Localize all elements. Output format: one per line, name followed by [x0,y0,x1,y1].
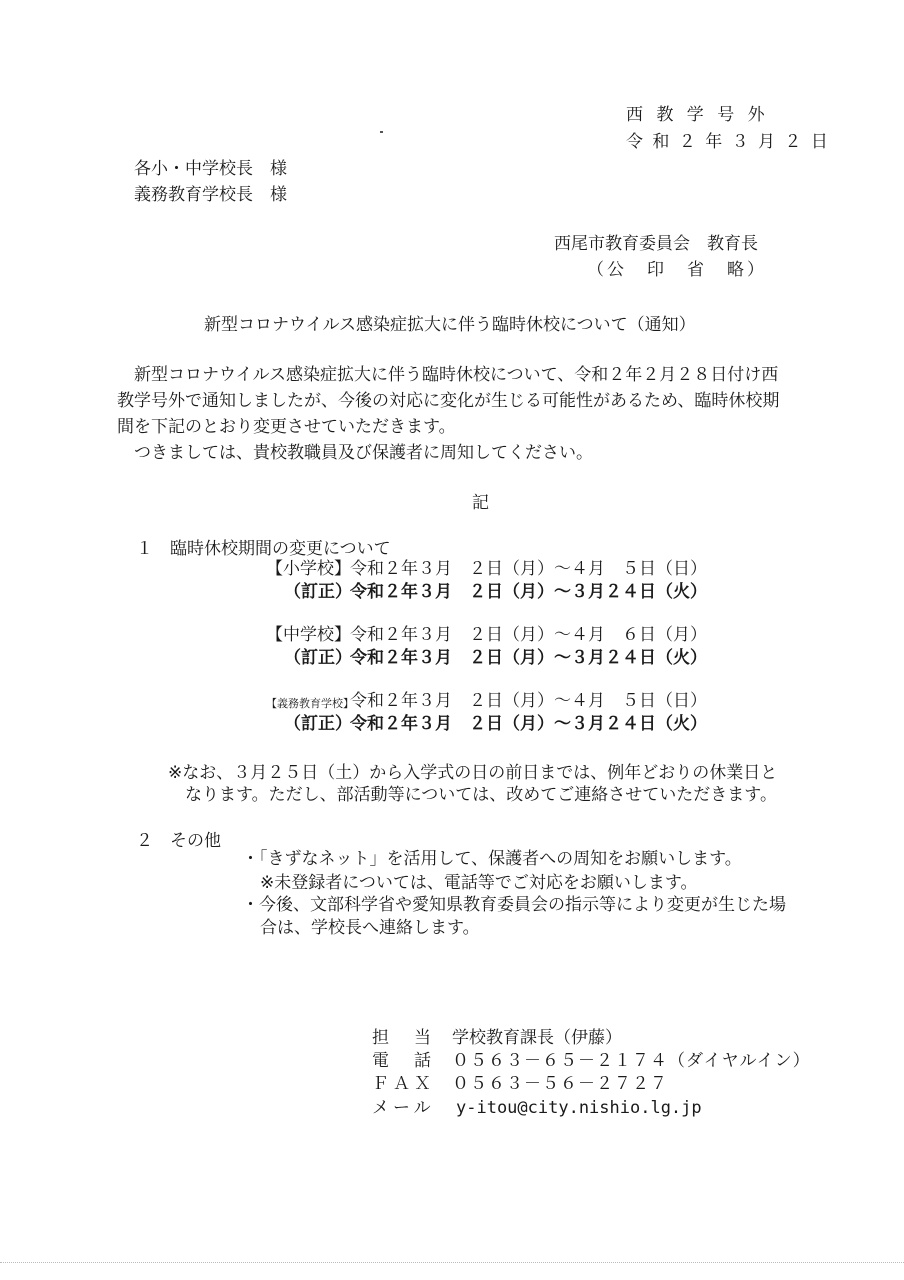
contact-value-fax: ０５６３－５６－２７２７ [452,1074,668,1094]
section-2-number: ２ [136,831,153,851]
contact-label-person: 担 当 [372,1028,435,1048]
other-line-4: 合は、学校長へ連絡します。 [260,918,480,938]
note-line-2: なります。ただし、部活動等については、改めてご連絡させていただきます。 [185,785,777,805]
contact-label-email: メール [372,1098,435,1118]
other-line-1: ・「きずなネット」を活用して、保護者への周知をお願いします。 [242,849,742,869]
correction-label: （訂正） [284,582,352,602]
period-compulsory: 令和２年３月 ２日（月）～４月 ５日（日） [350,691,707,711]
body-line-3: 間を下記のとおり変更させていただきます。 [117,417,456,437]
scan-speck [380,131,383,133]
contact-value-person: 学校教育課長（伊藤） [452,1028,622,1048]
sender-org: 西尾市教育委員会 教育長 [554,234,758,254]
seal-omitted: （公 印 省 略） [587,260,767,280]
body-line-1: 新型コロナウイルス感染症拡大に伴う臨時休校について、令和２年２月２８日付け西 [134,365,779,385]
page-edge-line [0,1262,904,1263]
corrected-period-elementary: 令和２年３月 ２日（月）～３月２４日（火） [350,582,707,602]
contact-value-phone: ０５６３－６５－２１７４（ダイヤルイン） [452,1051,811,1071]
group-label-compulsory: 【義務教育学校】 [266,697,354,710]
contact-value-email: y-itou@city.nishio.lg.jp [456,1098,702,1118]
document-number: 西 教 学 号 外 [626,105,769,125]
period-elementary: 令和２年３月 ２日（月）～４月 ５日（日） [350,559,707,579]
note-line-1: ※なお、３月２５日（土）から入学式の日の前日までは、例年どおりの休業日と [168,763,778,783]
body-line-2: 教学号外で通知しましたが、今後の対応に変化が生じる可能性があるため、臨時休校期 [117,391,780,411]
section-1-heading: 臨時休校期間の変更について [170,539,391,559]
group-label-junior-high: 【中学校】 [266,625,351,645]
corrected-period-compulsory: 令和２年３月 ２日（月）～３月２４日（火） [350,714,707,734]
body-line-4: つきましては、貴校教職員及び保護者に周知してください。 [134,443,593,463]
document-title: 新型コロナウイルス感染症拡大に伴う臨時休校について（通知） [204,315,696,335]
ki-heading: 記 [472,493,489,513]
correction-label: （訂正） [284,648,352,668]
period-junior-high: 令和２年３月 ２日（月）～４月 ６日（月） [350,625,707,645]
contact-label-fax: ＦＡＸ [372,1074,435,1094]
section-2-heading: その他 [170,831,221,851]
other-line-3: ・今後、文部科学省や愛知県教育委員会の指示等により変更が生じた場 [242,895,786,915]
correction-label: （訂正） [284,714,352,734]
other-line-2: ※未登録者については、電話等でご対応をお願いします。 [260,873,698,893]
recipient-2: 義務教育学校長 様 [134,185,287,205]
section-1-number: １ [136,539,153,559]
group-label-elementary: 【小学校】 [266,559,351,579]
recipient-1: 各小・中学校長 様 [134,159,287,179]
contact-label-phone: 電 話 [372,1051,435,1071]
corrected-period-junior-high: 令和２年３月 ２日（月）～３月２４日（火） [350,648,707,668]
document-date: 令 和 ２ 年 ３ 月 ２ 日 [626,132,830,152]
